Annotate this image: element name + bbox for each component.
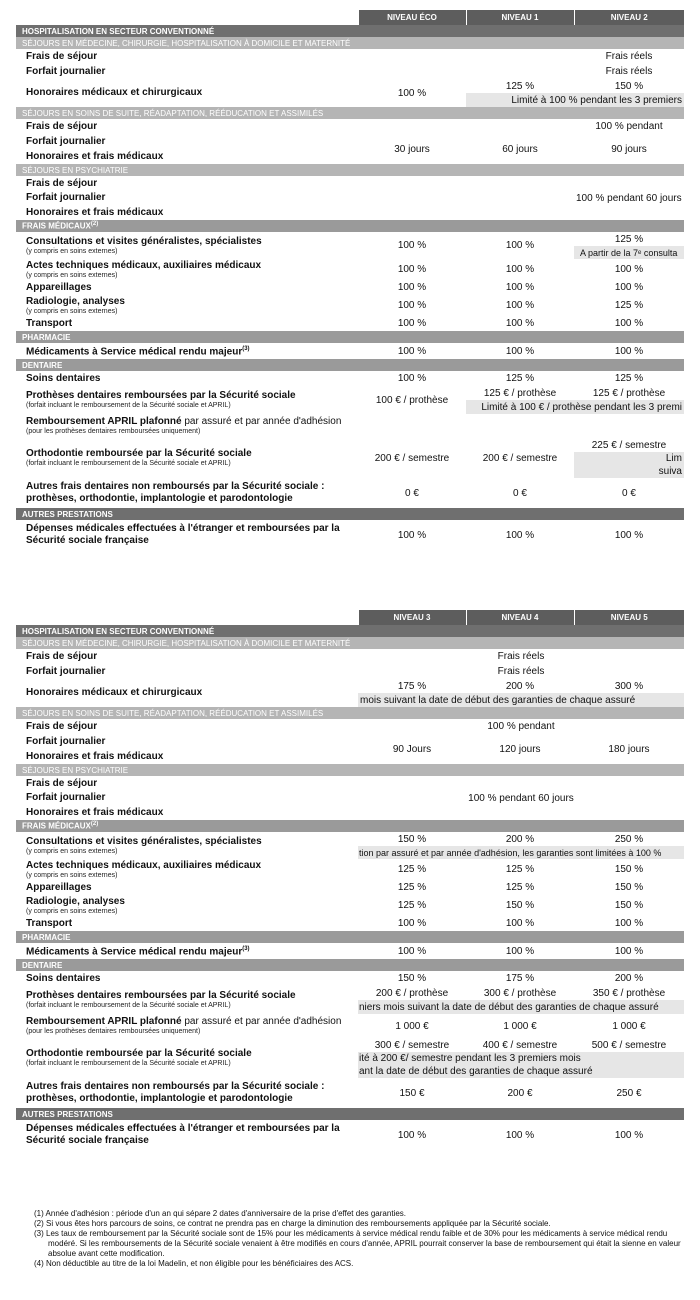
column-header-row-2 [16, 610, 684, 625]
cell-autres-dent-n3: 150 € [399, 1087, 425, 1099]
row-label-ssr-frais: Frais de séjour [26, 120, 98, 132]
cell-transport-n5: 100 % [614, 918, 644, 929]
row-label-honoraires-2: Honoraires médicaux et chirurgicaux [26, 687, 203, 698]
section-autres-prestations-2: AUTRES PRESTATIONS [16, 1108, 684, 1120]
cell-autres-dent-n5: 250 € [616, 1087, 642, 1099]
cell-ssr-n1: 60 jours [502, 143, 538, 155]
cell-etranger-n2: 100 % [614, 529, 644, 541]
cell-forfait-n2: Frais réels [605, 66, 653, 77]
row-label-autres-dentaires-2: Autres frais dentaires non remboursés par la Sécurité sociale : prothèses, orthodontie, implantologie et parodontologie [26, 1081, 325, 1104]
cell-actes-n4: 125 % [505, 864, 535, 875]
cell-consult-n4: 200 % [505, 833, 535, 845]
column-header-niveau-3: NIVEAU 3 [358, 610, 466, 625]
cell-consult-n2: 125 % [614, 233, 644, 245]
cell-app-eco: 100 % [397, 282, 427, 293]
cell-consult-n3: 150 % [397, 833, 427, 845]
cell-autres-dent-n4: 200 € [507, 1087, 533, 1099]
footnotes [34, 1209, 684, 1269]
row-label-forfait-journalier: Forfait journalier [26, 65, 106, 77]
cell-etranger-n4: 100 % [505, 1129, 535, 1141]
section-hospitalisation: HOSPITALISATION EN SECTEUR CONVENTIONNÉ [16, 25, 684, 37]
cell-consult-n5: 250 % [614, 833, 644, 845]
coverage-table-eco-n2 [16, 10, 684, 550]
section-autres-prestations: AUTRES PRESTATIONS [16, 508, 684, 520]
note-protheses-2: niers mois suivant la date de début des garanties de chaque assuré [358, 1000, 684, 1014]
cell-ssr-n2-top: 100 % pendant [595, 121, 663, 132]
cell-actes-n3: 125 % [397, 864, 427, 875]
cell-medic-n5: 100 % [614, 945, 644, 957]
cell-frais-sejour-n3-n5: Frais réels [497, 651, 545, 662]
column-header-niveau-5: NIVEAU 5 [574, 610, 684, 625]
cell-radio-n1: 100 % [505, 300, 535, 311]
subsection-psychiatrie-2: SÉJOURS EN PSYCHIATRIE [16, 764, 684, 776]
cell-ortho-n1: 200 € / semestre [482, 452, 558, 464]
cell-medic-n4: 100 % [505, 945, 535, 957]
column-header-niveau-4: NIVEAU 4 [466, 610, 574, 625]
row-label-appareillages: Appareillages [26, 281, 92, 293]
cell-app-n5: 150 % [614, 882, 644, 893]
row-label-actes-2: Actes techniques médicaux, auxiliaires médicaux (y compris en soins externes) [26, 859, 262, 879]
row-label-orthodontie-2: Orthodontie remboursée par la Sécurité sociale (forfait incluant le remboursement de la Sécurité sociale et APRIL) [26, 1048, 252, 1067]
cell-etranger-n5: 100 % [614, 1129, 644, 1141]
section-dentaire: DENTAIRE [16, 359, 684, 371]
row-label-forfait-journalier-2: Forfait journalier [26, 665, 106, 677]
cell-radio-n5: 150 % [614, 900, 644, 911]
cell-radio-n2: 125 % [614, 300, 644, 311]
row-label-frais-sejour-2: Frais de séjour [26, 650, 98, 662]
cell-soins-n5: 200 % [614, 973, 644, 984]
cell-ssr-n3: 90 Jours [392, 743, 432, 755]
cell-medic-eco: 100 % [397, 345, 427, 357]
section-pharmacie-2: PHARMACIE [16, 931, 684, 943]
row-label-ssr-frais-2: Frais de séjour [26, 720, 98, 732]
row-label-psy-frais: Frais de séjour [26, 177, 98, 189]
cell-ssr-n5: 180 jours [608, 743, 650, 755]
cell-honoraires-n1: 125 % [505, 80, 535, 92]
cell-etranger-n3: 100 % [397, 1129, 427, 1141]
cell-protheses-n4: 300 € / prothèse [483, 987, 557, 999]
cell-autres-dent-eco: 0 € [405, 487, 419, 499]
row-label-autres-dentaires: Autres frais dentaires non remboursés par la Sécurité sociale : prothèses, orthodontie, implantologie et parodontologie [26, 481, 325, 504]
row-label-psy-honoraires: Honoraires et frais médicaux [26, 206, 164, 218]
cell-medic-n2: 100 % [614, 345, 644, 357]
subsection-medecine-2: SÉJOURS EN MÉDECINE, CHIRURGIE, HOSPITALISATION À DOMICILE ET MATERNITÉ [16, 637, 684, 649]
cell-ssr-eco: 30 jours [394, 143, 430, 155]
section-pharmacie: PHARMACIE [16, 331, 684, 343]
note-ortho-2: suiva [574, 465, 684, 478]
cell-ssr-n2: 90 jours [611, 143, 647, 155]
row-label-ssr-forfait: Forfait journalier [26, 135, 106, 147]
row-label-psy-frais-2: Frais de séjour [26, 777, 98, 789]
row-label-medicaments-2: Médicaments à Service médical rendu majeur$^{(3)}$ [26, 946, 250, 958]
row-label-psy-forfait-2: Forfait journalier [26, 792, 106, 803]
note-honoraires-limit: Limité à 100 % pendant les 3 premiers [466, 93, 684, 107]
cell-frais-sejour-n2: Frais réels [605, 51, 653, 62]
cell-app-n3: 125 % [397, 882, 427, 893]
section-frais-medicaux-2: FRAIS MÉDICAUX$^{(2)}$ [16, 820, 684, 832]
cell-protheses-n1: 125 € / prothèse [483, 387, 557, 399]
row-label-psy-forfait: Forfait journalier [26, 192, 106, 203]
cell-honoraires-n3: 175 % [397, 680, 427, 692]
footnote-3: (3) Les taux de remboursement par la Sécurité sociale sont de 15% pour les médicaments à service médical rendu faible et de 30% pour les médicaments à service médical rendu modéré. Si les remboursements de la Sécurité sociale venaient à être modifiés en cours d'année, APRIL pourrait conserver la base de remboursement qui était la sienne en valeur absolue avant cette modification. [34, 1229, 681, 1258]
cell-actes-n1: 100 % [505, 264, 535, 275]
row-label-remboursement-april-2: Remboursement APRIL plafonné par assuré et par année d'adhésion (pour les prothèses dentaires remboursées uniquement) [26, 1016, 342, 1035]
note-ortho-1-2: ité à 200 €/ semestre pendant les 3 premiers mois [358, 1052, 684, 1065]
row-label-radiologie-2: Radiologie, analyses (y compris en soins externes) [26, 895, 125, 915]
cell-autres-dent-n2: 0 € [622, 487, 636, 499]
cell-transport-n2: 100 % [614, 318, 644, 329]
cell-soins-n4: 175 % [505, 973, 535, 984]
section-dentaire-2: DENTAIRE [16, 959, 684, 971]
cell-protheses-n2: 125 € / prothèse [592, 387, 666, 399]
cell-transport-n3: 100 % [397, 918, 427, 929]
row-label-frais-sejour: Frais de séjour [26, 50, 98, 62]
cell-medic-n3: 100 % [397, 945, 427, 957]
row-label-etranger: Dépenses médicales effectuées à l'étranger et remboursées par la Sécurité sociale française [26, 523, 340, 546]
cell-actes-n5: 150 % [614, 864, 644, 875]
column-header-niveau-1: NIVEAU 1 [466, 10, 574, 25]
cell-ortho-n4: 400 € / semestre [482, 1039, 558, 1051]
note-ortho-1: Lim [574, 452, 684, 465]
column-header-niveau-2: NIVEAU 2 [574, 10, 684, 25]
cell-app-n4: 125 % [505, 882, 535, 893]
cell-ortho-n2: 225 € / semestre [591, 439, 667, 451]
row-label-appareillages-2: Appareillages [26, 881, 92, 893]
cell-psy-n3-n5: 100 % pendant 60 jours [468, 792, 574, 804]
subsection-ssr-2: SÉJOURS EN SOINS DE SUITE, RÉADAPTATION, RÉÉDUCATION ET ASSIMILÉS [16, 707, 684, 719]
cell-radio-n3: 125 % [397, 900, 427, 911]
row-label-actes: Actes techniques médicaux, auxiliaires médicaux (y compris en soins externes) [26, 259, 262, 279]
row-label-etranger-2: Dépenses médicales effectuées à l'étranger et remboursées par la Sécurité sociale française [26, 1123, 340, 1146]
subsection-medecine: SÉJOURS EN MÉDECINE, CHIRURGIE, HOSPITALISATION À DOMICILE ET MATERNITÉ [16, 37, 684, 49]
cell-etranger-eco: 100 % [397, 529, 427, 541]
cell-etranger-n1: 100 % [505, 529, 535, 541]
cell-radio-eco: 100 % [397, 300, 427, 311]
cell-protheses-n3: 200 € / prothèse [375, 987, 449, 999]
cell-actes-eco: 100 % [397, 264, 427, 275]
cell-ortho-eco: 200 € / semestre [374, 452, 450, 464]
row-label-remboursement-april: Remboursement APRIL plafonné par assuré et par année d'adhésion (pour les prothèses dentaires remboursées uniquement) [26, 416, 342, 435]
cell-protheses-n5: 350 € / prothèse [592, 987, 666, 999]
section-frais-medicaux: FRAIS MÉDICAUX$^{(2)}$ [16, 220, 684, 232]
cell-rembours-n4: 1 000 € [503, 1020, 537, 1032]
row-label-medicaments: Médicaments à Service médical rendu majeur$^{(3)}$ [26, 346, 250, 358]
cell-app-n2: 100 % [614, 282, 644, 293]
cell-soins-n2: 125 % [614, 373, 644, 384]
header-blank [16, 10, 358, 25]
cell-transport-eco: 100 % [397, 318, 427, 329]
cell-honoraires-eco: 100 % [397, 87, 427, 99]
coverage-table-n3-n5 [16, 610, 684, 1150]
cell-rembours-n5: 1 000 € [612, 1020, 646, 1032]
row-label-soins-dentaires: Soins dentaires [26, 372, 101, 384]
column-header-row [16, 10, 684, 25]
cell-soins-n3: 150 % [397, 973, 427, 984]
cell-radio-n4: 150 % [505, 900, 535, 911]
footnote-4: (4) Non déductible au titre de la loi Madelin, et non éligible pour les bénéficiaires des ACS. [34, 1259, 354, 1268]
row-label-transport: Transport [26, 317, 73, 329]
row-label-consultations: Consultations et visites généralistes, spécialistes (y compris en soins externes) [26, 235, 262, 255]
note-consult-2: tion par assuré et par année d'adhésion, les garanties sont limitées à 100 % [358, 846, 684, 859]
cell-transport-n4: 100 % [505, 918, 535, 929]
row-label-transport-2: Transport [26, 917, 73, 929]
row-label-consultations-2: Consultations et visites généralistes, spécialistes (y compris en soins externes) [26, 835, 262, 855]
row-label-ssr-forfait-2: Forfait journalier [26, 735, 106, 747]
cell-autres-dent-n1: 0 € [513, 487, 527, 499]
cell-transport-n1: 100 % [505, 318, 535, 329]
note-honoraires-limit-2: mois suivant la date de début des garanties de chaque assuré [358, 693, 684, 707]
cell-ortho-n3: 300 € / semestre [374, 1039, 450, 1051]
row-label-ssr-honoraires-2: Honoraires et frais médicaux [26, 750, 164, 762]
cell-honoraires-n5: 300 % [614, 680, 644, 692]
cell-protheses-eco: 100 € / prothèse [375, 394, 449, 406]
cell-medic-n1: 100 % [505, 345, 535, 357]
footnote-1: (1) Année d'adhésion : période d'un an qui sépare 2 dates d'anniversaire de la prise d'effet des garanties. [34, 1209, 406, 1218]
cell-soins-eco: 100 % [397, 373, 427, 384]
footnote-2: (2) Si vous êtes hors parcours de soins, ce contrat ne prendra pas en charge la diminution des remboursements appliquée par la Sécurité sociale. [34, 1219, 551, 1228]
row-label-soins-dentaires-2: Soins dentaires [26, 972, 101, 984]
cell-honoraires-n2: 150 % [614, 80, 644, 92]
note-consult: A partir de la 7ᵉ consulta [574, 246, 684, 259]
cell-forfait-n3-n5: Frais réels [497, 666, 545, 677]
cell-ortho-n5: 500 € / semestre [591, 1039, 667, 1051]
subsection-psychiatrie: SÉJOURS EN PSYCHIATRIE [16, 164, 684, 176]
section-hospitalisation-2: HOSPITALISATION EN SECTEUR CONVENTIONNÉ [16, 625, 684, 637]
cell-honoraires-n4: 200 % [505, 680, 535, 692]
cell-soins-n1: 125 % [505, 373, 535, 384]
cell-psy-n2: 100 % pendant 60 jours [576, 192, 682, 204]
cell-consult-eco: 100 % [397, 240, 427, 251]
row-label-psy-honoraires-2: Honoraires et frais médicaux [26, 806, 164, 818]
row-label-honoraires: Honoraires médicaux et chirurgicaux [26, 87, 203, 98]
cell-app-n1: 100 % [505, 282, 535, 293]
cell-ssr-n4: 120 jours [499, 743, 541, 755]
row-label-radiologie: Radiologie, analyses (y compris en soins externes) [26, 295, 125, 315]
cell-actes-n2: 100 % [614, 264, 644, 275]
subsection-ssr: SÉJOURS EN SOINS DE SUITE, RÉADAPTATION, RÉÉDUCATION ET ASSIMILÉS [16, 107, 684, 119]
note-ortho-2-2: ant la date de début des garanties de chaque assuré [358, 1065, 684, 1078]
note-protheses: Limité à 100 € / prothèse pendant les 3 premi [466, 400, 684, 414]
row-label-orthodontie: Orthodontie remboursée par la Sécurité sociale (forfait incluant le remboursement de la Sécurité sociale et APRIL) [26, 448, 252, 467]
cell-ssr-top-2: 100 % pendant [487, 721, 555, 732]
row-label-ssr-honoraires: Honoraires et frais médicaux [26, 150, 164, 162]
cell-consult-n1: 100 % [505, 240, 535, 251]
column-header-eco: NIVEAU ÉCO [358, 10, 466, 25]
cell-rembours-n3: 1 000 € [395, 1020, 429, 1032]
row-label-protheses: Prothèses dentaires remboursées par la Sécurité sociale (forfait incluant le remboursement de la Sécurité sociale et APRIL) [26, 390, 296, 409]
row-label-protheses-2: Prothèses dentaires remboursées par la Sécurité sociale (forfait incluant le remboursement de la Sécurité sociale et APRIL) [26, 990, 296, 1009]
